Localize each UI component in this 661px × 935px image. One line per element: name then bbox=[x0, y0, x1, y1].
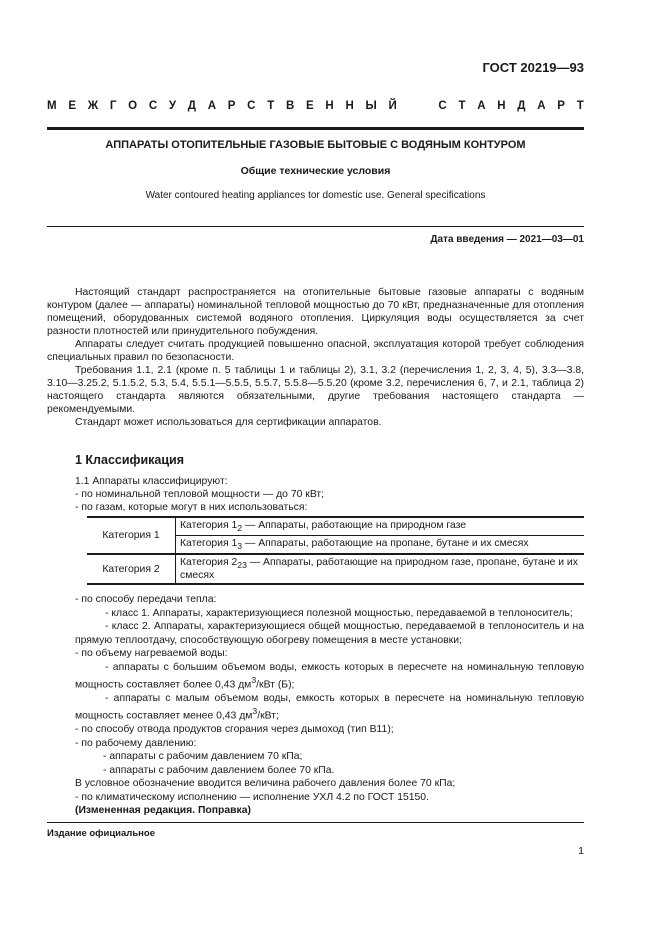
intro-paragraph: Требования 1.1, 2.1 (кроме п. 5 таблицы 1 и таблицы 2), 3.1, 3.2 (перечисления 1, 2, 3, 4, 5), 3.3—3.8, 3.10—3.25.2, 5.1.5.2, 5.3, 5.4, 5.5.1—5.5.5, 5.5.7, 5.5.8—5.5.20 (кроме 3.2, перечисления 6, 7, и 2.1, таблица 2) настоящего стандарта являются обязательными, другие требования настоящего стандарта — рекомендуемыми. bbox=[47, 365, 584, 415]
banner-letter: А bbox=[207, 100, 217, 112]
amendment-note: (Измененная редакция. Поправка) bbox=[75, 805, 251, 817]
banner-letter: Ж bbox=[87, 100, 99, 112]
category-description: Категория $1_3$ — Аппараты, работающие на пропане, бутане и их смесях bbox=[176, 536, 585, 555]
official-edition-label: Издание официальное bbox=[47, 828, 155, 839]
banner-letter: Т bbox=[458, 100, 466, 112]
intro-paragraph: Стандарт может использоваться для сертификации аппаратов. bbox=[75, 417, 382, 428]
introduction-date: Дата введения — 2021—03—01 bbox=[430, 234, 584, 245]
page-number: 1 bbox=[578, 845, 584, 857]
gas-category-table bbox=[87, 516, 584, 585]
text-line: - аппараты с большим объемом воды, емкость которых в пересчете на номинальную тепловую мощность составляет более 0,43 $дм^3$/кВт (Б); bbox=[75, 661, 584, 691]
banner-letter: Н bbox=[497, 100, 506, 112]
banner-letter: Ы bbox=[365, 100, 377, 112]
document-title: АППАРАТЫ ОТОПИТЕЛЬНЫЕ ГАЗОВЫЕ БЫТОВЫЕ С ВОДЯНЫМ КОНТУРОМ bbox=[105, 139, 526, 151]
banner-letter: Д bbox=[517, 100, 526, 112]
banner-letter: А bbox=[537, 100, 546, 112]
header-divider bbox=[47, 127, 584, 130]
text-line: - по рабочему давлению: bbox=[75, 737, 197, 749]
banner-letter: С bbox=[438, 100, 447, 112]
banner-letter: Т bbox=[576, 100, 584, 112]
banner-letter: Е bbox=[68, 100, 76, 112]
banner-letter: Н bbox=[345, 100, 354, 112]
banner-letter: С bbox=[247, 100, 256, 112]
intro-section bbox=[47, 286, 584, 429]
banner-letter: М bbox=[47, 100, 57, 112]
banner-letter: Д bbox=[187, 100, 196, 112]
category-description: Категория $2_{23}$ — Аппараты, работающие на природном газе, пропане, бутане и их смесях bbox=[176, 554, 585, 584]
text-line: - по номинальной тепловой мощности — до 70 кВт; bbox=[75, 489, 325, 500]
banner-letter: А bbox=[477, 100, 486, 112]
banner-letter: Й bbox=[388, 100, 397, 112]
banner-letter: Т bbox=[267, 100, 275, 112]
text-line: - по климатическому исполнению — исполнение УХЛ 4.2 по ГОСТ 15150. bbox=[75, 791, 429, 803]
category-label: Категория 1 bbox=[87, 517, 176, 554]
banner-gap bbox=[409, 100, 412, 112]
text-line: 1.1 Аппараты классифицируют: bbox=[75, 476, 228, 487]
text-line: В условное обозначение вводится величина рабочего давления более 70 кПа; bbox=[75, 778, 456, 790]
text-line: - аппараты с малым объемом воды, емкость которых в пересчете на номинальную тепловую мощность составляет менее 0,43 $дм^3$/кВт; bbox=[75, 692, 584, 722]
text-line: - по объему нагреваемой воды: bbox=[75, 648, 228, 659]
document-subtitle: Общие технические условия bbox=[240, 165, 391, 177]
text-line: - аппараты с рабочим давлением 70 кПа; bbox=[103, 751, 303, 763]
text-line: - класс 1. Аппараты, характеризующиеся полезной мощностью, передаваемой в теплоноситель; bbox=[105, 607, 573, 619]
banner-letter: С bbox=[148, 100, 158, 112]
classification-intro bbox=[75, 475, 584, 514]
banner-letter: Р bbox=[227, 100, 236, 112]
banner-letter: Е bbox=[306, 100, 314, 112]
text-line: - по способу отвода продуктов сгорания через дымоход (тип В11); bbox=[75, 724, 394, 736]
english-title: Water contoured heating appliances tor domestic use. General specifications bbox=[145, 190, 486, 201]
banner-gap bbox=[423, 100, 426, 112]
banner-letter: У bbox=[168, 100, 177, 112]
banner-letter: О bbox=[128, 100, 138, 112]
banner-letter: Г bbox=[109, 100, 117, 112]
section-heading: 1 Классификация bbox=[75, 453, 185, 467]
banner-letter: Н bbox=[325, 100, 334, 112]
footer-divider bbox=[47, 822, 584, 823]
text-line: - по газам, которые могут в них использоваться: bbox=[75, 502, 308, 513]
interstate-standard-banner bbox=[47, 100, 584, 112]
banner-letter: В bbox=[285, 100, 295, 112]
text-line: - класс 2. Аппараты, характеризующиеся общей мощностью, передаваемой в теплоноситель и на прямую теплоотдачу, способствующую обогреву помещения в месте установки; bbox=[75, 621, 584, 646]
text-line: - по способу передачи тепла: bbox=[75, 594, 217, 605]
gost-code: ГОСТ 20219—93 bbox=[482, 60, 584, 75]
title-divider bbox=[47, 226, 584, 227]
intro-paragraph: Настоящий стандарт распространяется на отопительные бытовые газовые аппараты с водяным контуром (далее — аппараты) номинальной тепловой мощностью до 70 кВт, предназначенные для отопления помещений, оборудованных системой водяного отопления. Циркуляция воды осуществляется за счет разности плотностей или принудительного побуждения. bbox=[47, 287, 584, 337]
banner-letter: Р bbox=[557, 100, 565, 112]
text-line: - аппараты с рабочим давлением более 70 кПа. bbox=[103, 764, 335, 776]
category-label: Категория 2 bbox=[87, 554, 176, 584]
category-description: Категория $1_2$ — Аппараты, работающие на природном газе bbox=[176, 517, 585, 536]
classification-list bbox=[75, 593, 584, 818]
intro-paragraph: Аппараты следует считать продукцией повышенно опасной, эксплуатация которой требует соблюдения специальных правил по безопасности. bbox=[47, 339, 584, 363]
